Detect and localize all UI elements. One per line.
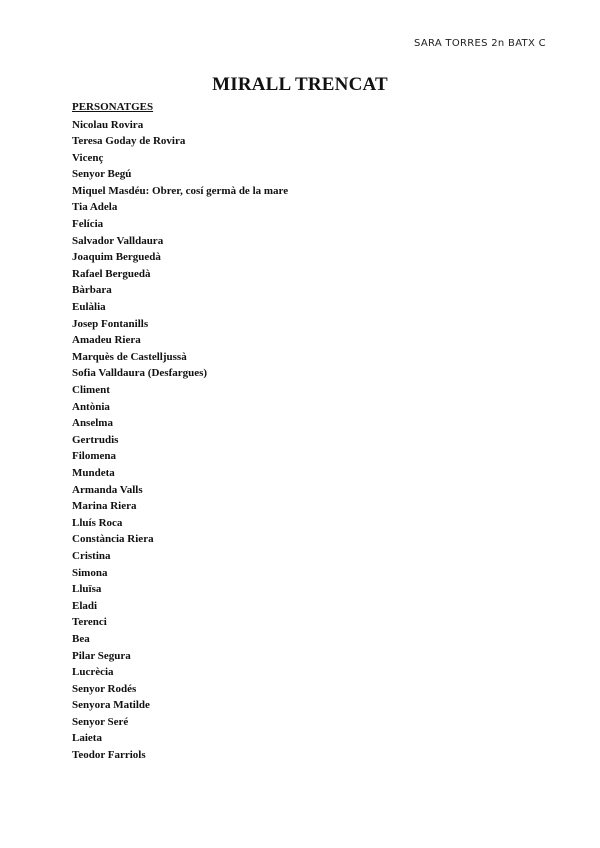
list-item: Lluïsa: [72, 583, 102, 596]
list-item: Vicenç: [72, 151, 104, 164]
list-item: Teresa Goday de Rovira: [72, 135, 186, 148]
list-item: Antònia: [72, 400, 110, 413]
list-item: Salvador Valldaura: [72, 234, 164, 247]
list-item: Anselma: [72, 417, 113, 430]
list-item: Climent: [72, 384, 110, 396]
handwritten-author-note: SARA TORRES 2n BATX C: [414, 38, 546, 49]
list-item: Mundeta: [72, 466, 115, 479]
list-item: Constància Riera: [72, 533, 154, 546]
list-item: Cristina: [72, 549, 111, 562]
list-item: Armanda Valls: [72, 483, 143, 496]
list-item: Lluís Roca: [72, 516, 123, 529]
character-list: [72, 117, 288, 764]
list-item: Tia Adela: [72, 201, 118, 214]
list-item: Laieta: [72, 732, 102, 745]
list-item: Pilar Segura: [72, 649, 131, 662]
list-item: Rafael Berguedà: [72, 267, 151, 280]
list-item: Bàrbara: [72, 284, 112, 297]
list-item: Senyor Seré: [72, 715, 129, 728]
list-item: Simona: [72, 566, 108, 579]
list-item: Filomena: [72, 450, 116, 463]
list-item: Lucrècia: [72, 666, 114, 679]
list-item: Nicolau Rovira: [72, 118, 144, 131]
list-item: Joaquim Berguedà: [72, 251, 161, 264]
document-title: MIRALL TRENCAT: [212, 74, 388, 95]
list-item: Eladi: [72, 599, 98, 612]
list-item: Miquel Masdéu: Obrer, cosí germà de la mare: [72, 184, 289, 197]
list-item: Eulàlia: [72, 301, 106, 314]
list-item: Sofia Valldaura (Desfargues): [72, 367, 208, 380]
list-item: Josep Fontanills: [72, 317, 149, 330]
list-item: Bea: [72, 632, 90, 645]
list-item: Terenci: [72, 616, 107, 629]
list-item: Amadeu Riera: [72, 334, 141, 347]
list-item: Marina Riera: [72, 500, 137, 513]
list-item: Marquès de Castelljussà: [72, 350, 187, 363]
list-item: Senyora Matilde: [72, 699, 150, 712]
list-item: Senyor Begú: [72, 168, 132, 181]
list-item: Felícia: [72, 218, 104, 231]
list-item: Teodor Farriols: [72, 749, 146, 762]
list-item: Gertrudis: [72, 433, 119, 446]
section-heading: PERSONATGES: [72, 101, 154, 113]
list-item: Senyor Rodés: [72, 682, 137, 695]
